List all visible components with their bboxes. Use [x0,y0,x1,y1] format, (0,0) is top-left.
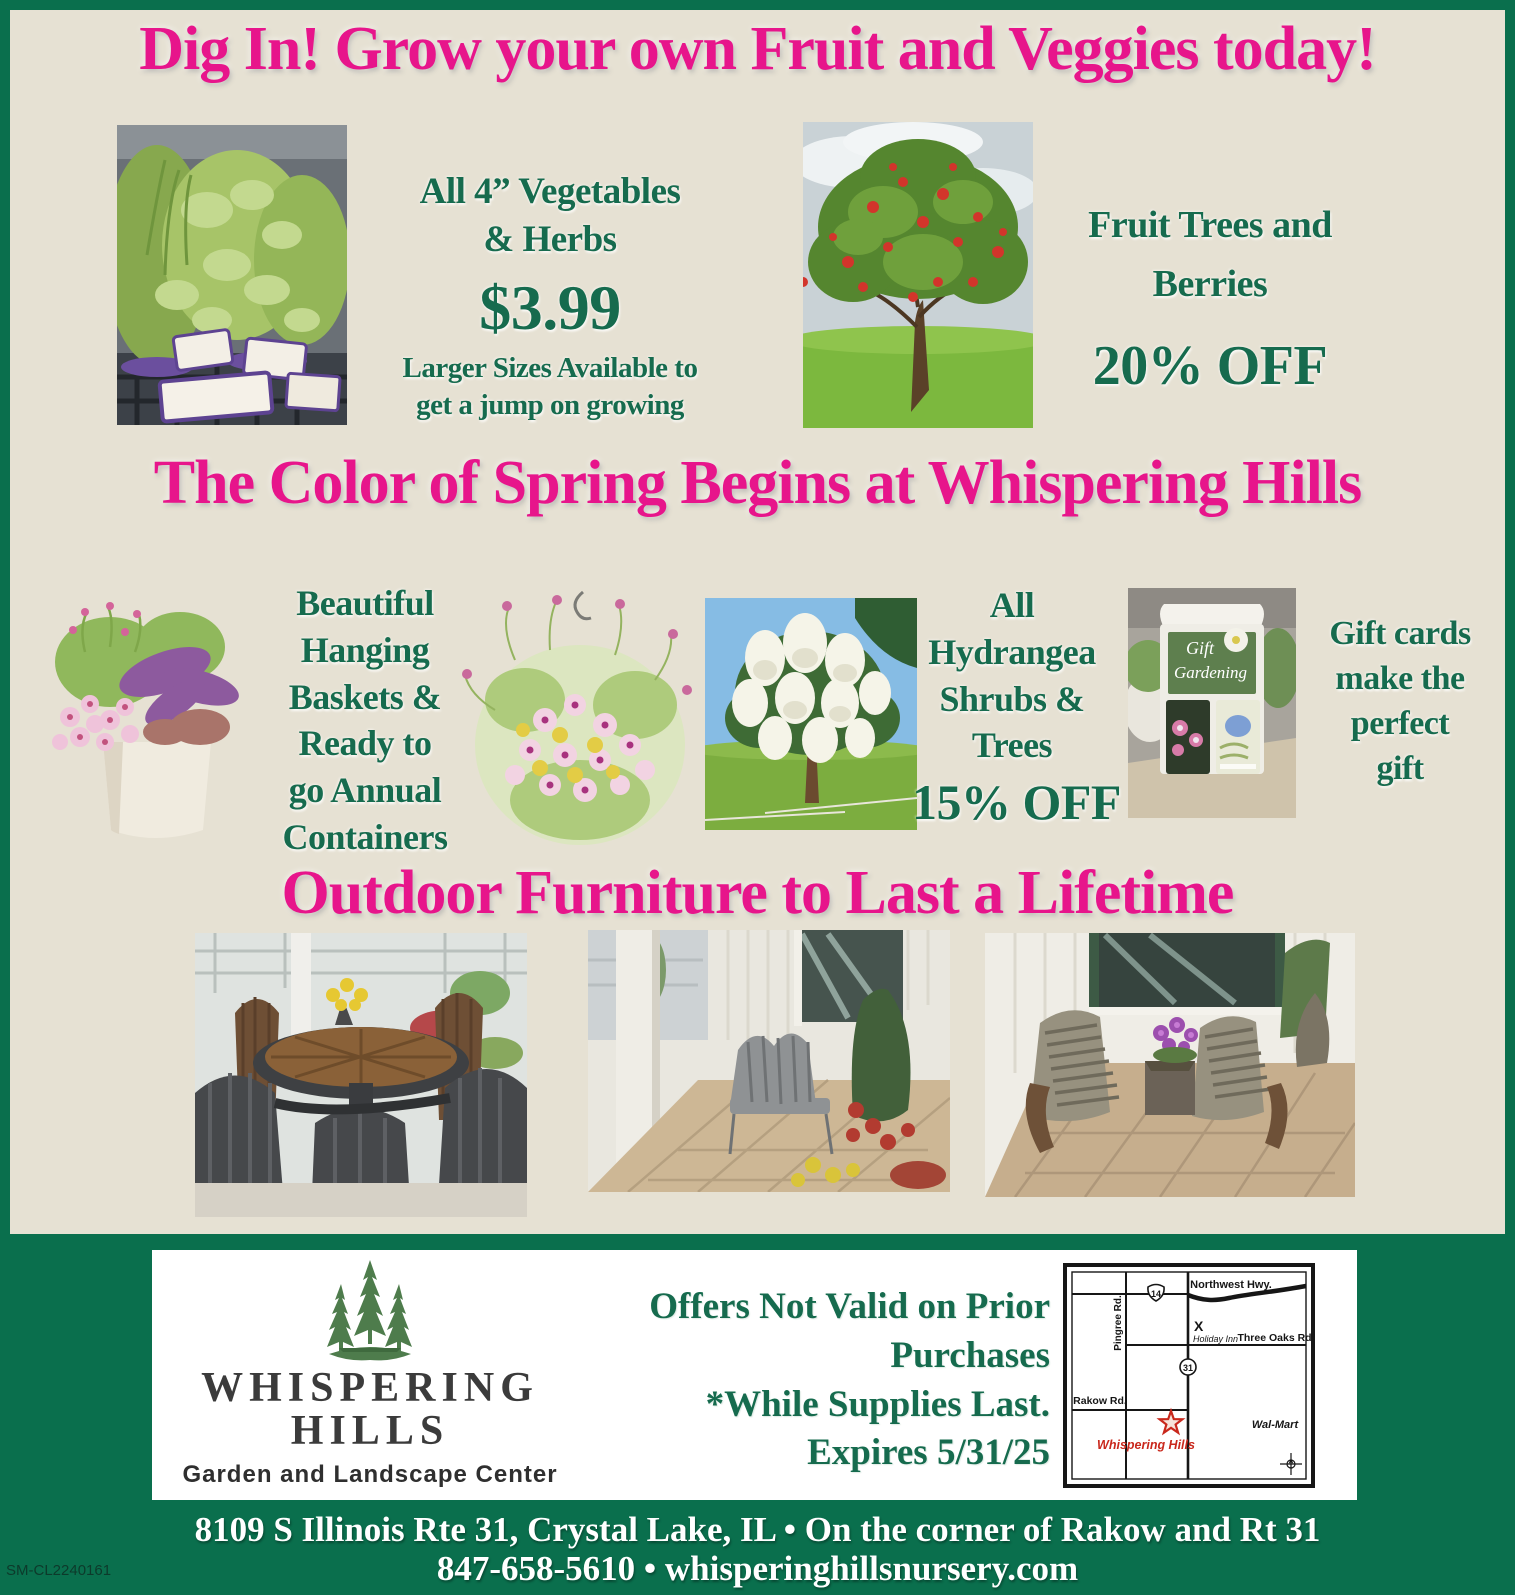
offer-line: & Herbs [483,219,617,261]
headline-color-of-spring: The Color of Spring Begins at Whispering Hills [153,449,1362,517]
hanging-basket-photo [455,590,705,852]
logo-tagline: Garden and Landscape Center [182,1460,558,1488]
offer-line: Ready to [298,723,432,764]
offer-note: Larger Sizes Available to [402,352,698,385]
map-label-whispering-hills: Whispering Hills [1097,1438,1195,1452]
offer-line: perfect [1350,704,1450,742]
disclaimer-line: *While Supplies Last. [705,1383,1050,1425]
map-label-route-14: 14 [1150,1289,1162,1299]
map-label-rakow-rd: Rakow Rd. [1073,1395,1127,1407]
headline-grow-your-own: Dig In! Grow your own Fruit and Veggies today! [139,15,1376,83]
disclaimer-line: Expires 5/31/25 [807,1432,1050,1474]
annual-container-photo [15,592,285,852]
discount-text: 15% OFF [912,774,1121,831]
offer-disclaimer [560,1283,1050,1478]
logo-name-line1: WHISPERING [201,1365,539,1411]
disclaimer-line: Offers Not Valid on Prior [649,1286,1050,1327]
fruit-trees-offer [1060,196,1360,398]
contact-line: 847-658-5610 • whisperinghillsnursery.com [436,1549,1079,1588]
offer-line: Containers [282,816,448,857]
hydrangea-offer [912,582,1121,831]
offer-line: go Annual [288,770,442,811]
hanging-baskets-offer [280,580,450,861]
headline-outdoor-furniture: Outdoor Furniture to Last a Lifetime [281,859,1234,927]
disclaimer-line: Purchases [890,1334,1050,1376]
offer-line: Hanging [300,629,430,670]
patio-table-set-photo [195,933,527,1217]
ad-code: SM-CL2240161 [6,1562,112,1579]
logo-name-line2: HILLS [290,1407,450,1454]
gift-cards-offer [1300,612,1500,792]
offer-note: get a jump on growing [416,389,684,422]
patio-chairs-photo [985,933,1355,1197]
location-map [1063,1263,1315,1488]
fruit-tree-photo [803,122,1033,428]
hydrangea-tree-photo [705,598,917,830]
offer-line: Berries [1152,262,1268,305]
map-label-pingree-rd: Pingree Rd. [1113,1295,1124,1351]
offer-line: All [989,585,1035,625]
offer-line: gift [1376,749,1424,787]
offer-line: Shrubs & [939,678,1085,719]
pine-trees-icon [311,1258,429,1362]
offer-line: make the [1335,659,1465,697]
gift-sign-line2: Gardening [1174,663,1248,682]
offer-line: Gift cards [1329,615,1471,652]
porch-bench-photo [588,930,950,1192]
offer-line: Hydrangea [928,631,1096,672]
map-label-walmart: Wal-Mart [1251,1419,1299,1431]
offer-line: All 4” Vegetables [419,171,681,212]
offer-line: Baskets & [288,676,442,717]
map-label-x-marker: X [1194,1318,1204,1334]
map-label-holiday-inn: Holiday Inn [1193,1334,1239,1344]
address-line: 8109 S Illinois Rte 31, Crystal Lake, IL • On the corner of Rakow and Rt 31 [194,1510,1321,1549]
vegetables-herbs-offer [385,168,715,424]
offer-line: Fruit Trees and [1088,204,1332,246]
offer-line: Trees [971,725,1053,766]
map-label-route-31: 31 [1182,1363,1194,1373]
gift-sign-line1: Gift [1186,638,1215,658]
gift-cards-photo [1128,588,1296,818]
discount-text: 20% OFF [1092,334,1328,397]
whispering-hills-logo [170,1258,570,1489]
map-label-northwest-hwy: Northwest Hwy. [1190,1279,1272,1291]
price-text: $3.99 [479,272,621,344]
map-label-three-oaks-rd: Three Oaks Rd. [1237,1332,1315,1344]
herbs-photo [117,125,347,425]
offer-line: Beautiful [296,583,434,623]
